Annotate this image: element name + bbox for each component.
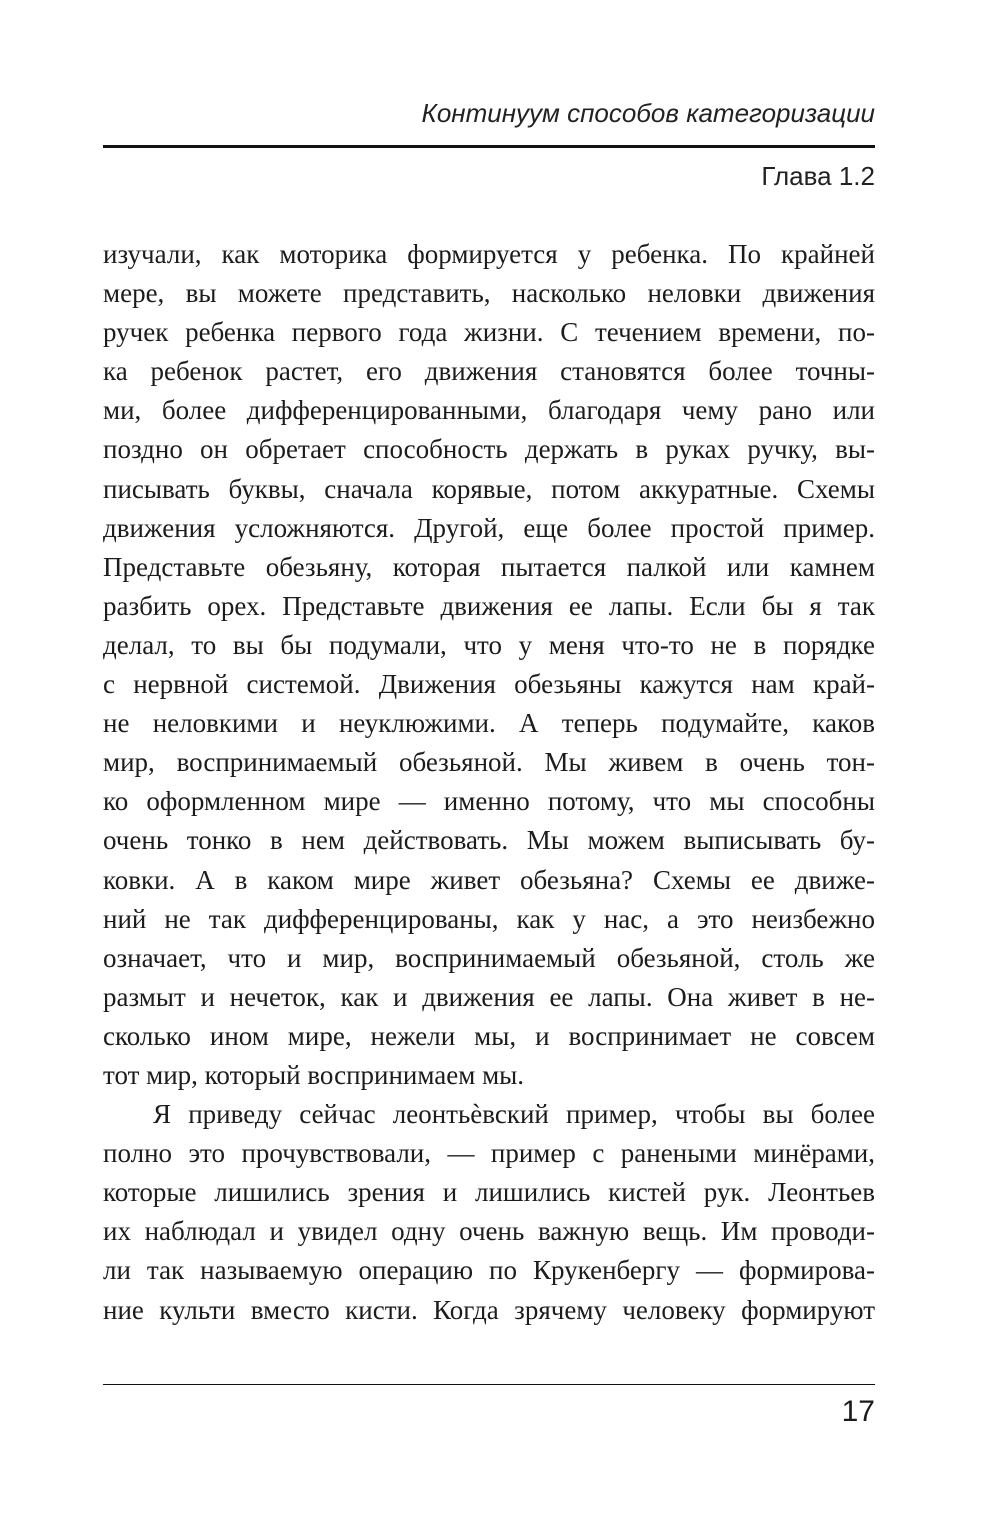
text-line: разбить орех. Представьте движения ее лапы. Если бы я так [103, 590, 875, 621]
header-rule [103, 145, 875, 148]
text-line: мере, вы можете представить, насколько неловки движения [103, 278, 875, 309]
text-line: ли так называемую операцию по Крукенбергу — формирова- [103, 1255, 875, 1286]
text-line: Представьте обезьяну, которая пытается палкой или камнем [103, 551, 875, 582]
text-line: писывать буквы, сначала корявые, потом аккуратные. Схемы [103, 473, 875, 504]
text-line: которые лишились зрения и лишились кистей рук. Леонтьев [103, 1177, 875, 1208]
text-line: очень тонко в нем действовать. Мы можем выписывать бу- [103, 825, 875, 856]
page-number: 17 [841, 1395, 875, 1428]
text-line: Я приведу сейчас леонтьѐвский пример, чтобы вы более [153, 1099, 875, 1130]
text-line: ние культи вместо кисти. Когда зрячему человеку формируют [103, 1294, 875, 1325]
chapter-label: Глава 1.2 [761, 161, 875, 191]
paragraph-1 [103, 235, 875, 1095]
text-line: означает, что и мир, воспринимаемый обезьяной, столь же [103, 942, 875, 973]
text-line: полно это прочувствовали, — пример с ранеными минёрами, [103, 1138, 875, 1169]
text-line: их наблюдал и увидел одну очень важную вещь. Им проводи- [103, 1216, 875, 1247]
text-line: ка ребенок растет, его движения становятся более точны- [103, 356, 875, 387]
paragraph-2 [103, 1095, 875, 1330]
body-text [103, 235, 875, 1330]
text-line: ний не так дифференцированы, как у нас, а это неизбежно [103, 903, 875, 934]
text-line: тот мир, который воспринимаем мы. [103, 1059, 525, 1090]
text-line: сколько ином мире, нежели мы, и воспринимает не совсем [103, 1020, 875, 1051]
text-line: изучали, как моторика формируется у ребенка. По крайней [103, 239, 875, 269]
text-line: мир, воспринимаемый обезьяной. Мы живем в очень тон- [103, 747, 875, 778]
text-line: с нервной системой. Движения обезьяны кажутся нам край- [103, 669, 875, 700]
text-line: движения усложняются. Другой, еще более простой пример. [103, 512, 875, 543]
text-line: делал, то вы бы подумали, что у меня что-то не в порядке [103, 629, 875, 660]
footer-rule [103, 1384, 875, 1385]
text-line: ковки. А в каком мире живет обезьяна? Схемы ее движе- [103, 864, 875, 895]
text-line: не неловкими и неуклюжими. А теперь подумайте, каков [103, 708, 875, 739]
running-title: Континуум способов категоризации [421, 98, 875, 128]
text-line: ми, более дифференцированными, благодаря чему рано или [103, 395, 875, 426]
text-line: ручек ребенка первого года жизни. С течением времени, по- [103, 317, 875, 348]
text-line: ко оформленном мире — именно потому, что мы способны [103, 786, 875, 817]
text-line: размыт и нечеток, как и движения ее лапы. Она живет в не- [103, 981, 875, 1012]
text-line: поздно он обретает способность держать в руках ручку, вы- [103, 434, 875, 465]
